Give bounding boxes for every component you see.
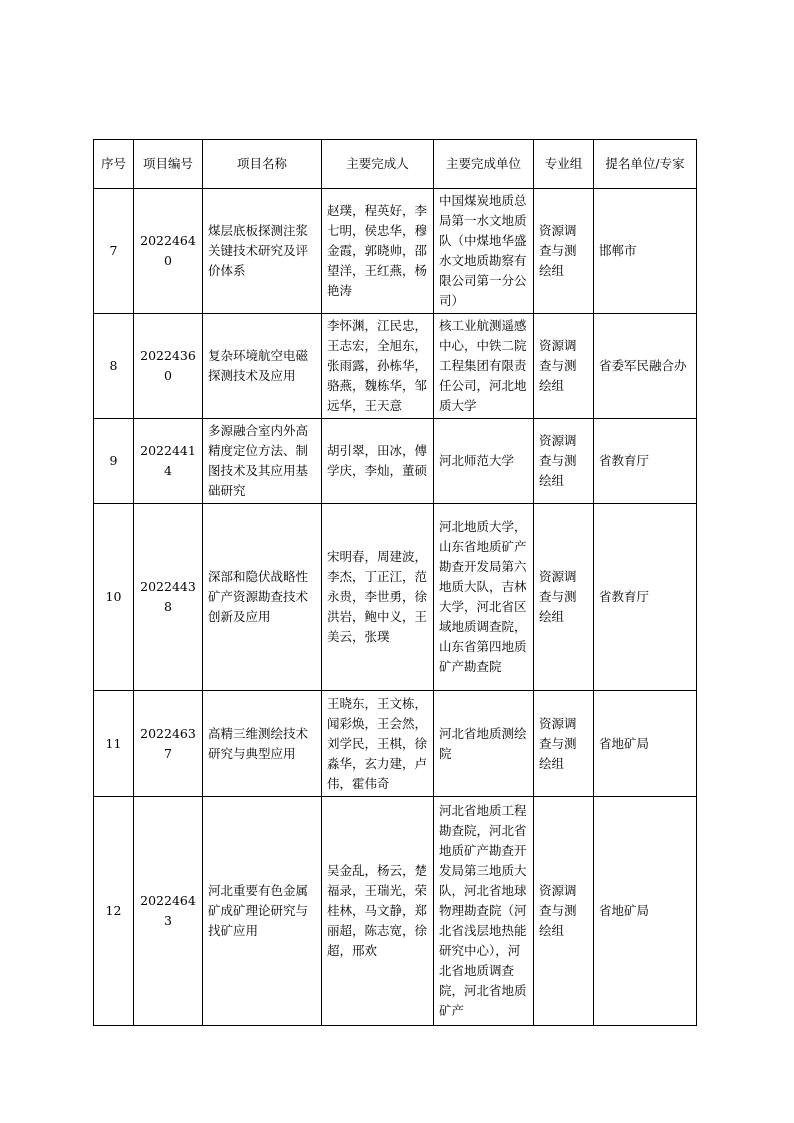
cell-main-people: 赵璞，程英好，李七明，侯忠华，穆金霞，郭晓帅，邵望洋，王红燕，杨艳涛 — [322, 189, 434, 314]
table-row — [94, 314, 697, 419]
cell-group: 资源调查与测绘组 — [534, 419, 594, 504]
cell-main-units: 核工业航测遥感中心，中铁二院工程集团有限责任公司，河北地质大学 — [434, 314, 534, 419]
cell-main-people: 宋明春，周建波，李杰，丁正江，范永贵，李世勇，徐洪岩，鲍中义，王美云，张璞 — [322, 504, 434, 691]
cell-project-code: 20224640 — [134, 189, 203, 314]
table-row — [94, 504, 697, 691]
header-project-code: 项目编号 — [134, 140, 203, 189]
cell-project-name: 河北重要有色金属矿成矿理论研究与找矿应用 — [203, 797, 322, 1026]
cell-project-name: 复杂环境航空电磁探测技术及应用 — [203, 314, 322, 419]
cell-index: 7 — [94, 189, 134, 314]
cell-index: 9 — [94, 419, 134, 504]
cell-group: 资源调查与测绘组 — [534, 691, 594, 797]
cell-nominator: 省教育厅 — [594, 419, 697, 504]
award-table — [93, 139, 697, 1026]
cell-index: 8 — [94, 314, 134, 419]
cell-main-people: 王晓东，王文栋，闻彩焕，王会然，刘学民，王棋，徐淼华，玄力建，卢伟，霍伟奇 — [322, 691, 434, 797]
cell-project-code: 20224414 — [134, 419, 203, 504]
cell-main-people: 胡引翠，田冰，傅学庆，李灿，董硕 — [322, 419, 434, 504]
cell-project-code: 20224438 — [134, 504, 203, 691]
cell-project-name: 煤层底板探测注浆关键技术研究及评价体系 — [203, 189, 322, 314]
cell-project-name: 深部和隐伏战略性矿产资源勘查技术创新及应用 — [203, 504, 322, 691]
header-project-name: 项目名称 — [203, 140, 322, 189]
cell-main-units: 河北省地质工程勘查院，河北省地质矿产勘查开发局第三地质大队，河北省地球物理勘查院（河北省浅层地热能研究中心），河北省地质调查院，河北省地质矿产 — [434, 797, 534, 1026]
table-header-row — [94, 140, 697, 189]
table-row — [94, 419, 697, 504]
cell-project-code: 20224360 — [134, 314, 203, 419]
header-index: 序号 — [94, 140, 134, 189]
header-nominator: 提名单位/专家 — [594, 140, 697, 189]
cell-nominator: 省委军民融合办 — [594, 314, 697, 419]
cell-group: 资源调查与测绘组 — [534, 797, 594, 1026]
cell-main-units: 河北师范大学 — [434, 419, 534, 504]
cell-main-people: 吴金乱，杨云，楚福录，王瑞光，荣桂林，马文静，郑丽超，陈志宽，徐超，邢欢 — [322, 797, 434, 1026]
cell-project-code: 20224643 — [134, 797, 203, 1026]
cell-nominator: 省地矿局 — [594, 797, 697, 1026]
table-row — [94, 797, 697, 1026]
cell-main-units: 河北省地质测绘院 — [434, 691, 534, 797]
header-main-units: 主要完成单位 — [434, 140, 534, 189]
cell-index: 12 — [94, 797, 134, 1026]
cell-index: 11 — [94, 691, 134, 797]
cell-project-code: 20224637 — [134, 691, 203, 797]
header-main-people: 主要完成人 — [322, 140, 434, 189]
cell-group: 资源调查与测绘组 — [534, 314, 594, 419]
cell-main-people: 李怀渊，江民忠，王志宏，全旭东，张雨露，孙栋华，骆燕，魏栋华，邹远华，王天意 — [322, 314, 434, 419]
table-row — [94, 691, 697, 797]
cell-nominator: 省地矿局 — [594, 691, 697, 797]
cell-main-units: 河北地质大学，山东省地质矿产勘查开发局第六地质大队，吉林大学，河北省区域地质调查院，山东省第四地质矿产勘查院 — [434, 504, 534, 691]
cell-group: 资源调查与测绘组 — [534, 189, 594, 314]
header-group: 专业组 — [534, 140, 594, 189]
cell-nominator: 省教育厅 — [594, 504, 697, 691]
cell-project-name: 高精三维测绘技术研究与典型应用 — [203, 691, 322, 797]
cell-main-units: 中国煤炭地质总局第一水文地质队（中煤地华盛水文地质勘察有限公司第一分公司） — [434, 189, 534, 314]
cell-index: 10 — [94, 504, 134, 691]
cell-nominator: 邯郸市 — [594, 189, 697, 314]
cell-group: 资源调查与测绘组 — [534, 504, 594, 691]
table-row — [94, 189, 697, 314]
cell-project-name: 多源融合室内外高精度定位方法、制图技术及其应用基础研究 — [203, 419, 322, 504]
